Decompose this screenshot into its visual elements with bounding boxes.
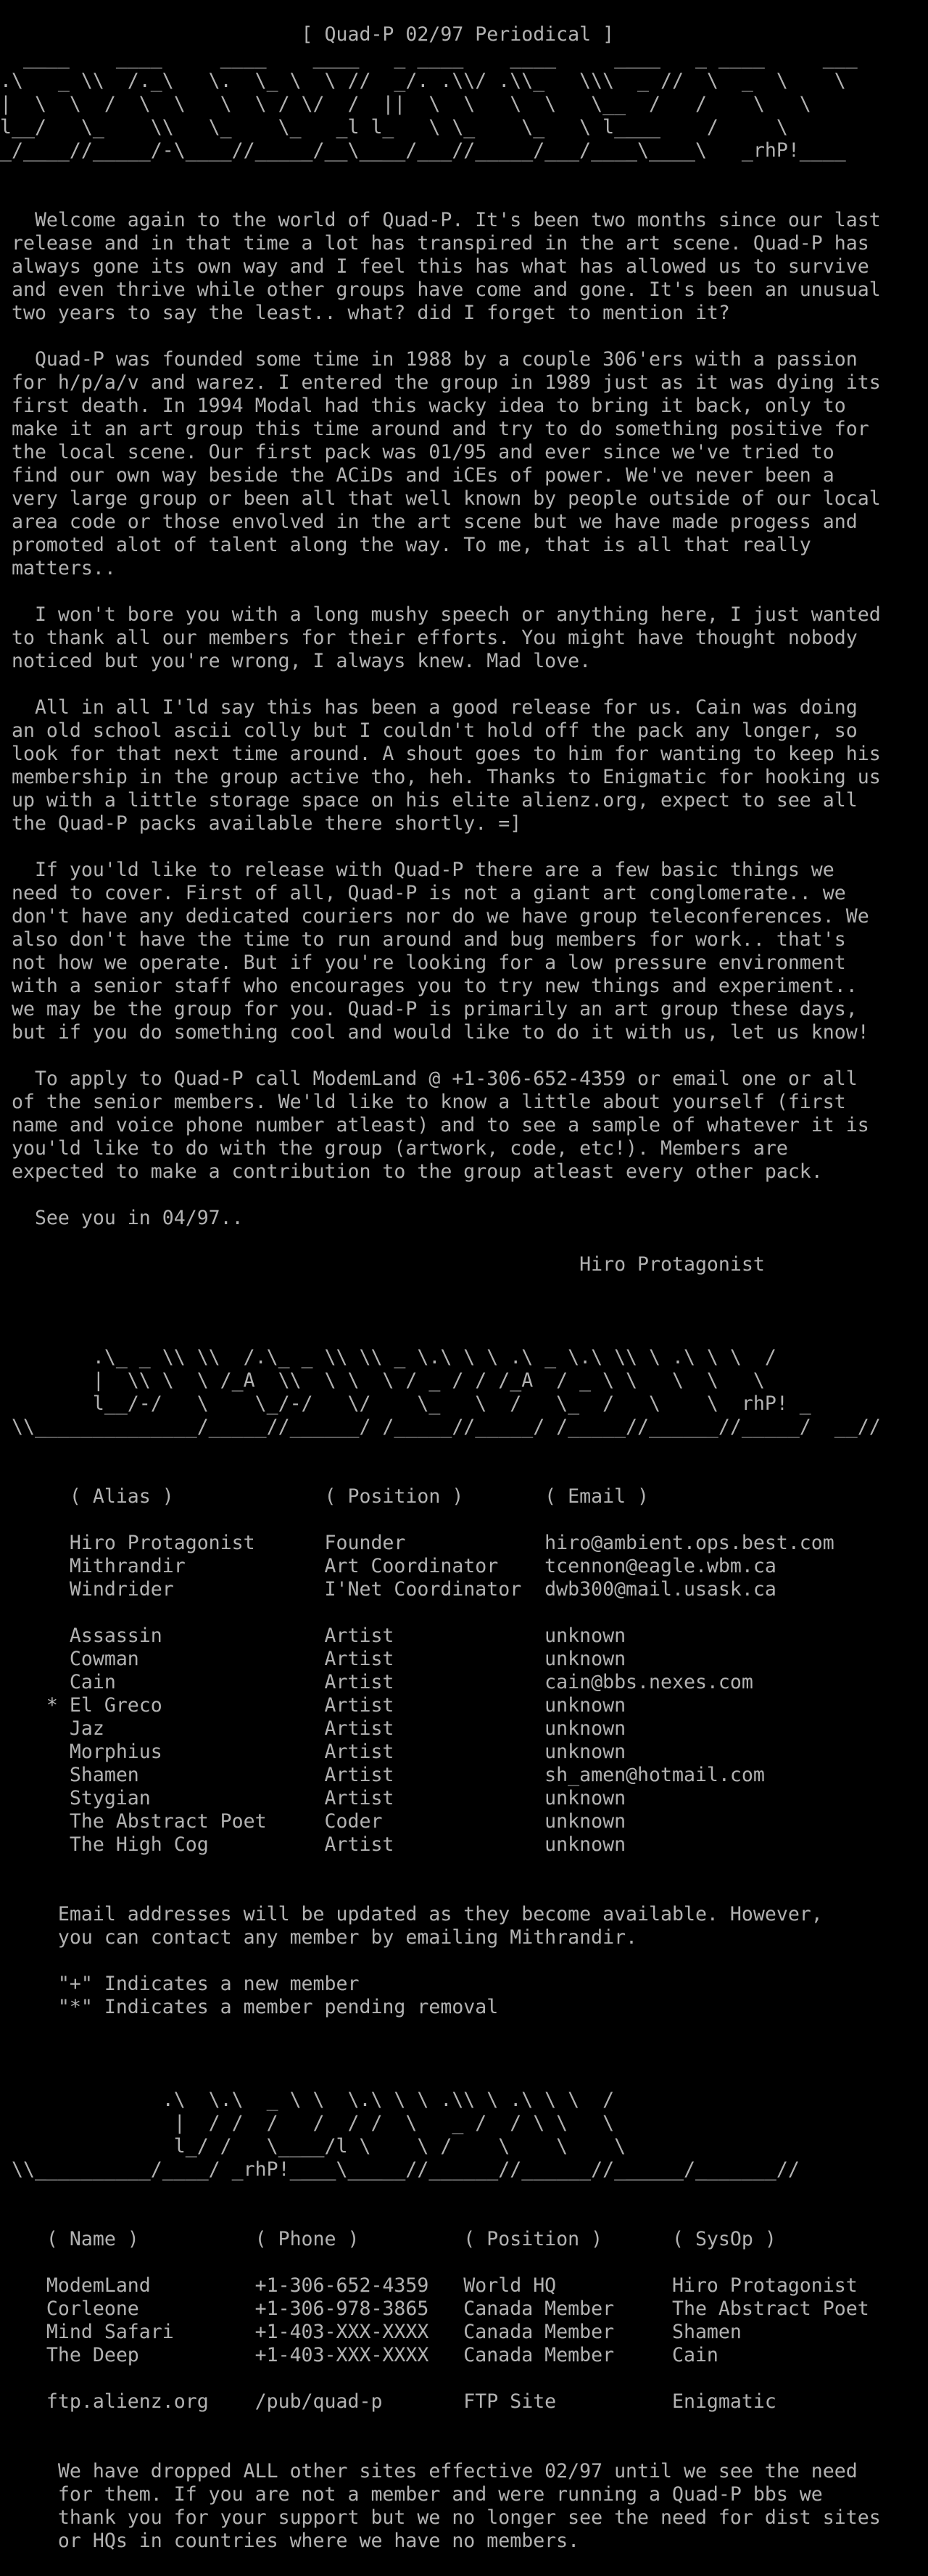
text-line: don't have any dedicated couriers nor do we have group teleconferences. We [0,905,869,928]
site-table-ftp [0,2390,928,2414]
text-line: for h/p/a/v and warez. I entered the group in 1989 just as it was dying its [0,371,881,394]
text-line: but if you do something cool and would like to do it with us, let us know! [0,1021,869,1044]
page-title: [ Quad-P 02/97 Periodical ] [0,23,615,46]
member-row: Jaz Artist unknown [0,1717,626,1740]
nfo-document [0,23,928,2576]
ascii-art-sites-logo [0,2089,928,2181]
text-line: All in all I'ld say this has been a good release for us. Cain was doing [0,696,858,719]
text-line: find our own way beside the ACiDs and iCEs of power. We've never been a [0,464,834,487]
ascii-art-line: \\______________/_____//______/ /_____//_____/ /_____//______//_____/ __// [0,1416,881,1438]
ascii-art-line: .\_ _ \\ \\ /.\_ _ \\ \\ _ \.\ \ \ .\ _ \.\ \\ \ .\ \ \ / [0,1346,776,1368]
text-line: and even thrive while other groups have come and gone. It's been an unusual [0,278,881,301]
member-row: Mithrandir Art Coordinator tcennon@eagle.wbm.ca [0,1555,776,1577]
member-row: Hiro Protagonist Founder hiro@ambient.ops.best.com [0,1532,834,1554]
text-line: up with a little storage space on his elite alienz.org, expect to see all [0,789,858,812]
member-table-senior [0,1532,928,1601]
member-row: Morphius Artist unknown [0,1741,626,1763]
member-row: Windrider I'Net Coordinator dwb300@mail.usask.ca [0,1578,776,1601]
site-row: Mind Safari +1-403-XXX-XXXX Canada Member Shamen [0,2321,742,2343]
ascii-art-line: | / / / / / / \ _ / / \ \ \ [0,2112,615,2134]
ascii-art-line: .\ _ \\ /._\ \. \_ \ \ // _/. .\\/ .\\_ \\\ _ // \ _ \ \ [0,70,846,92]
text-line: we may be the group for you. Quad-P is primarily an art group these days, [0,998,858,1020]
member-row: The Abstract Poet Coder unknown [0,1810,626,1833]
text-line: expected to make a contribution to the group atleast every other pack. [0,1160,823,1183]
text-line: very large group or been all that well known by people outside of our local [0,487,881,510]
text-line: the Quad-P packs available there shortly. =] [0,812,522,835]
ascii-art-line: | \ \ / \ \ \ \ / \/ / || \ \ \ \ \__ / / \ \ [0,93,811,115]
text-line: We have dropped ALL other sites effective 02/97 until we see the need [0,2460,858,2482]
release-paragraph [0,696,928,835]
site-row: Corleone +1-306-978-3865 Canada Member The Abstract Poet [0,2298,869,2320]
text-line: promoted alot of talent along the way. To me, that is all that really [0,534,811,556]
text-line: area code or those envolved in the art scene but we have made progess and [0,511,858,533]
member-table-header [0,1485,928,1508]
text-line: you can contact any member by emailing Mithrandir. [0,1926,638,1949]
page-title-block [0,23,928,46]
text-line: look for that next time around. A shout goes to him for wanting to keep his [0,743,881,765]
member-row: Shamen Artist sh_amen@hotmail.com [0,1764,765,1786]
text-line: Email addresses will be updated as they become available. However, [0,1903,823,1925]
text-line: to thank all our members for their efforts. You might have thought nobody [0,627,858,649]
site-table-header-row: ( Name ) ( Phone ) ( Position ) ( SysOp ) [0,2228,776,2250]
legend-note [0,1973,928,2019]
ascii-art-line: \\__________/____/ _rhP!____\_____//______//______//______/_______// [0,2158,800,2181]
text-line: matters.. [0,557,116,579]
member-row: Assassin Artist unknown [0,1625,626,1647]
text-line: need to cover. First of all, Quad-P is not a giant art conglomerate.. we [0,882,846,904]
text-line: of the senior members. We'ld like to know a little about yourself (first [0,1091,846,1113]
text-line: you'ld like to do with the group (artwork, code, etc!). Members are [0,1137,788,1160]
intro-paragraph [0,209,928,325]
text-line: not how we operate. But if you're looking for a low pressure environment [0,951,846,974]
text-line: for them. If you are not a member and were running a Quad-P bbs we [0,2483,823,2506]
text-line: also don't have the time to run around and bug members for work.. that's [0,928,846,951]
member-row: The High Cog Artist unknown [0,1833,626,1856]
recruiting-paragraph [0,859,928,1044]
footer-paragraph [0,2460,928,2553]
text-line: noticed but you're wrong, I always knew. Mad love. [0,650,592,672]
thanks-paragraph [0,603,928,673]
text-line: release and in that time a lot has transpired in the art scene. Quad-P has [0,232,869,255]
ascii-art-line: l__/-/ \ \_/-/ \/ \_ \ / \_ / \ \ rhP! _ [0,1392,811,1415]
text-line: first death. In 1994 Modal had this wacky idea to bring it back, only to [0,395,846,417]
text-line: name and voice phone number atleast) and to see a sample of whatever it is [0,1114,869,1136]
ascii-art-line: .\ \.\ _ \ \ \.\ \ \ .\\ \ .\ \ \ / [0,2089,615,2111]
site-row: ftp.alienz.org /pub/quad-p FTP Site Enigmatic [0,2390,776,2413]
ascii-art-line: | \\ \ \ /_A \\ \ \ \ / _ / / /_A / _ \ \ \ \ \ [0,1369,765,1392]
text-line: with a senior staff who encourages you to try new things and experiment.. [0,975,858,997]
member-row: Cowman Artist unknown [0,1648,626,1670]
ascii-art-line: _/____//_____/-\____//_____/__\____/___//_____/___/____\____\ _rhP!____ [0,139,846,162]
text-line: Welcome again to the world of Quad-P. It's been two months since our last [0,209,881,231]
signature: Hiro Protagonist [0,1253,765,1276]
text-line: always gone its own way and I feel this has what has allowed us to survive [0,255,869,278]
email-note [0,1903,928,1949]
site-table-bbs [0,2274,928,2367]
ascii-art-header-logo [0,46,928,162]
member-table-artists [0,1625,928,1857]
text-line: an old school ascii colly but I couldn't hold off the pack any longer, so [0,719,858,742]
text-line: "*" Indicates a member pending removal [0,1996,499,2018]
text-line: "+" Indicates a new member [0,1973,360,1995]
ascii-art-line: l_/ / \____/l \ \ / \ \ \ [0,2135,626,2158]
ascii-art-members-logo [0,1346,928,1439]
history-paragraph [0,348,928,580]
text-line: two years to say the least.. what? did I forget to mention it? [0,302,730,324]
member-row: Cain Artist cain@bbs.nexes.com [0,1671,753,1693]
text-line: To apply to Quad-P call ModemLand @ +1-306-652-4359 or email one or all [0,1068,858,1090]
text-line: membership in the group active tho, heh. Thanks to Enigmatic for hooking us [0,766,881,788]
member-table-header-row: ( Alias ) ( Position ) ( Email ) [0,1485,650,1508]
ascii-art-line: ____ ____ ____ ____ _ ____ ____ ____ _ ____ ___ [0,46,858,69]
text-line: Quad-P was founded some time in 1988 by a couple 306'ers with a passion [0,348,858,371]
text-line: the local scene. Our first pack was 01/95 and ever since we've tried to [0,441,834,463]
apply-paragraph [0,1068,928,1184]
site-table-header [0,2228,928,2251]
site-row: The Deep +1-403-XXX-XXXX Canada Member Cain [0,2344,718,2366]
member-row: Stygian Artist unknown [0,1787,626,1809]
text-line: thank you for your support but we no longer see the need for dist sites [0,2506,881,2529]
text-line: or HQs in countries where we have no members. [0,2530,580,2552]
text-line: I won't bore you with a long mushy speech or anything here, I just wanted [0,603,881,626]
closing-line: See you in 04/97.. [0,1207,244,1229]
text-line: If you'ld like to release with Quad-P there are a few basic things we [0,859,834,881]
text-line: make it an art group this time around and try to do something positive for [0,418,869,440]
member-row: * El Greco Artist unknown [0,1694,626,1717]
closing-line-block [0,1207,928,1230]
ascii-art-line: l__/ \_ \\ \_ \_ _l l_ \ \_ \_ \ l____ / \ [0,116,788,139]
site-row: ModemLand +1-306-652-4359 World HQ Hiro Protagonist [0,2274,858,2297]
signature-block [0,1253,928,1276]
